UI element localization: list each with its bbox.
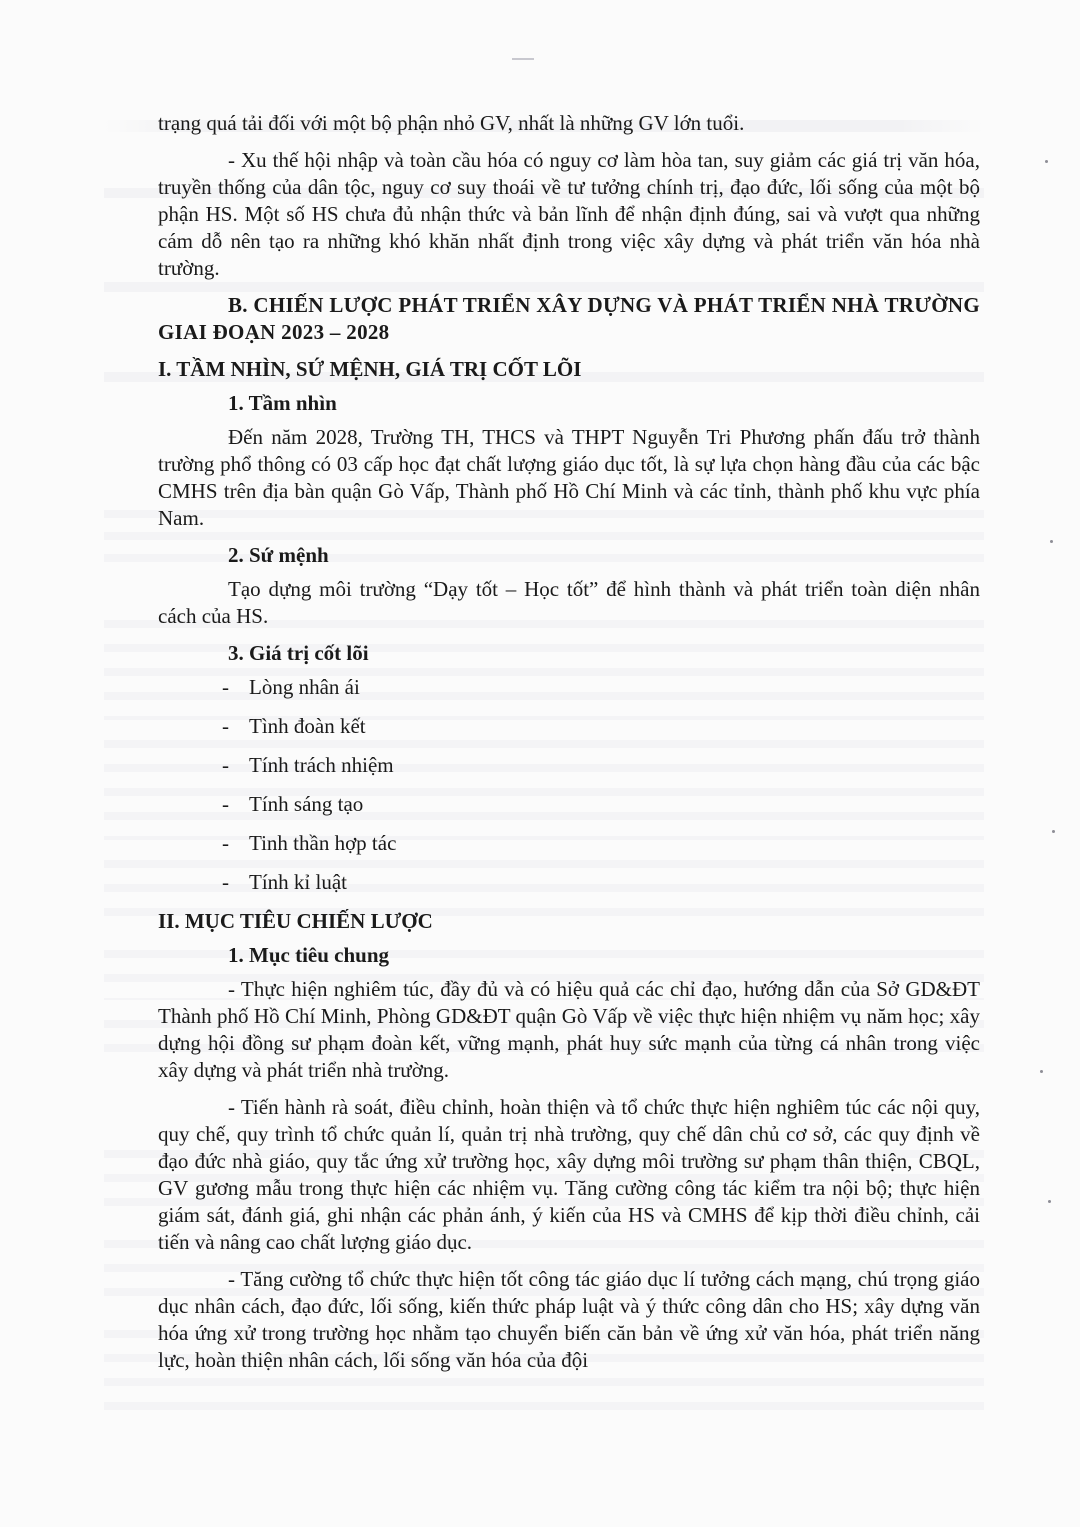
list-item: - Tình đoàn kết [222, 714, 366, 738]
paragraph-integration-risk: - Xu thế hội nhập và toàn cầu hóa có nguy cơ làm hòa tan, suy giảm các giá trị văn hóa, truyền thống của dân tộc, nguy cơ suy thoái về tư tưởng chính trị, đạo đức, lối sống của một bộ phận HS. Một số HS chưa đủ nhận thức và bản lĩnh để nhận định đúng, sai và vượt qua những cám dỗ nên tạo ra những khó khăn nhất định trong việc xây dựng và phát triển văn hóa nhà trường. [158, 148, 980, 280]
general-goal-heading: 1. Mục tiêu chung [228, 943, 390, 967]
mission-text: Tạo dựng môi trường “Dạy tốt – Học tốt” để hình thành và phát triển toàn diện nhân cách của HS. [158, 577, 980, 628]
section-i-heading: I. TẦM NHÌN, SỨ MỆNH, GIÁ TRỊ CỐT LÕI [158, 357, 582, 381]
core-values-heading: 3. Giá trị cốt lõi [228, 641, 369, 665]
goal-paragraph: - Tiến hành rà soát, điều chỉnh, hoàn thiện và tổ chức thực hiện nghiêm túc các nội quy, quy chế, quy trình tổ chức quản lí, quản trị nhà trường, quy chế dân chủ cơ sở, các quy định về đạo đức nhà giáo, quy tắc ứng xử trường học, xây dựng môi trường sư phạm thân thiện, CBQL, GV gương mẫu trong thực hiện các nhiệm vụ. Tăng cường công tác kiểm tra nội bộ; thực hiện giám sát, đánh giá, ghi nhận các phản ánh, ý kiến của HS và CMHS để kịp thời điều chỉnh, cải tiến và nâng cao chất lượng giáo dục. [158, 1095, 980, 1254]
core-values-list [158, 674, 980, 896]
goal-paragraph: - Thực hiện nghiêm túc, đầy đủ và có hiệu quả các chỉ đạo, hướng dẫn của Sở GD&ĐT Thành phố Hồ Chí Minh, Phòng GD&ĐT quận Gò Vấp về việc thực hiện nhiệm vụ năm học; xây dựng hội đồng sư phạm đoàn kết, vững mạnh, phát huy sức mạnh của từng cá nhân trong việc xây dựng và phát triển nhà trường. [158, 977, 980, 1082]
list-item: - Tính kỉ luật [222, 870, 347, 894]
section-ii-heading: II. MỤC TIÊU CHIẾN LƯỢC [158, 909, 433, 933]
mission-heading: 2. Sứ mệnh [228, 543, 329, 567]
list-item: - Tính trách nhiệm [222, 753, 394, 777]
list-item: - Tính sáng tạo [222, 792, 364, 816]
list-item: - Lòng nhân ái [222, 675, 360, 699]
paragraph-continuation: trạng quá tải đối với một bộ phận nhỏ GV, nhất là những GV lớn tuổi. [158, 111, 745, 135]
document-body [158, 110, 980, 1384]
vision-text: Đến năm 2028, Trường TH, THCS và THPT Nguyễn Tri Phương phấn đấu trở thành trường phổ thông có 03 cấp học đạt chất lượng giáo dục tốt, là sự lựa chọn hàng đầu của các bậc CMHS trên địa bàn quận Gò Vấp, Thành phố Hồ Chí Minh và các tỉnh, thành phố khu vực phía Nam. [158, 425, 980, 530]
list-item: - Tinh thần hợp tác [222, 831, 397, 855]
section-b-heading: B. CHIẾN LƯỢC PHÁT TRIỂN XÂY DỰNG VÀ PHÁT TRIỂN NHÀ TRƯỜNG GIAI ĐOẠN 2023 – 2028 [158, 293, 980, 344]
goal-paragraph: - Tăng cường tổ chức thực hiện tốt công tác giáo dục lí tưởng cách mạng, chú trọng giáo dục nhân cách, đạo đức, lối sống, kiến thức pháp luật và ý thức công dân cho HS; xây dựng văn hóa ứng xử trong trường học nhằm tạo chuyển biến căn bản về ứng xử văn hóa, phát triển năng lực, hoàn thiện nhân cách, lối sống văn hóa của đội [158, 1267, 980, 1372]
vision-heading: 1. Tầm nhìn [228, 391, 337, 415]
